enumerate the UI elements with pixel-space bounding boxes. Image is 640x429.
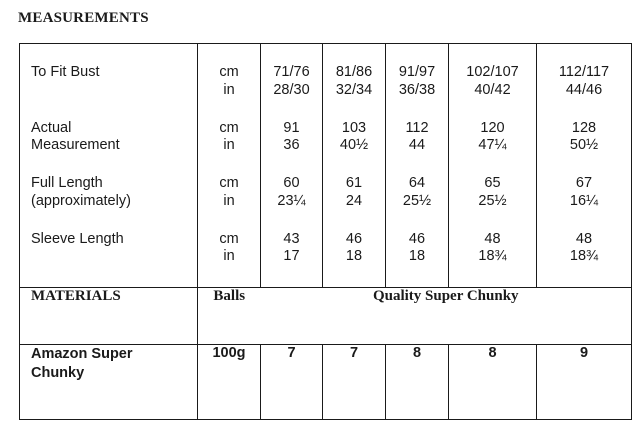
unit-pair: cm in bbox=[219, 230, 239, 264]
balls-label: Balls bbox=[198, 288, 261, 345]
value-pair: 46 18 bbox=[408, 230, 426, 264]
measurements-row bbox=[20, 44, 632, 288]
value-pair: 48 18¾ bbox=[569, 230, 599, 264]
value-pair: 91/97 36/38 bbox=[398, 64, 436, 98]
value-pair: 64 25½ bbox=[402, 175, 432, 209]
yarn-balls-size-5: 9 bbox=[537, 345, 632, 420]
value-pair: 65 25½ bbox=[478, 175, 507, 209]
value-pair: 46 18 bbox=[345, 230, 363, 264]
row-label: Actual Measurement bbox=[31, 119, 120, 153]
value-pair: 67 16¼ bbox=[569, 175, 599, 209]
value-pair: 112 44 bbox=[405, 119, 429, 153]
value-pair: 128 50½ bbox=[569, 119, 599, 153]
yarn-balls-size-4: 8 bbox=[449, 345, 537, 420]
pattern-table bbox=[19, 43, 632, 420]
row-label: Full Length (approximately) bbox=[31, 175, 131, 209]
materials-heading: MATERIALS bbox=[20, 288, 198, 345]
unit-pair: cm in bbox=[219, 64, 239, 98]
value-pair: 103 40½ bbox=[339, 119, 369, 153]
yarn-name: Amazon Super Chunky bbox=[20, 345, 198, 420]
size-column-3 bbox=[386, 44, 449, 288]
value-pair: 120 47¼ bbox=[478, 119, 507, 153]
yarn-balls-size-1: 7 bbox=[261, 345, 323, 420]
value-pair: 112/117 44/46 bbox=[558, 64, 610, 98]
yarn-row bbox=[20, 345, 632, 420]
size-column-4 bbox=[449, 44, 537, 288]
unit-pair: cm in bbox=[219, 119, 239, 153]
size-column-1 bbox=[261, 44, 323, 288]
unit-pair: cm in bbox=[219, 175, 239, 209]
value-pair: 71/76 28/30 bbox=[273, 64, 310, 98]
size-column-2 bbox=[323, 44, 386, 288]
quality-label: Quality Super Chunky bbox=[261, 288, 632, 345]
value-pair: 102/107 40/42 bbox=[466, 64, 519, 98]
value-pair: 91 36 bbox=[283, 119, 300, 153]
yarn-balls-size-3: 8 bbox=[386, 345, 449, 420]
units-column bbox=[198, 44, 261, 288]
value-pair: 48 18¾ bbox=[478, 230, 507, 264]
value-pair: 43 17 bbox=[283, 230, 300, 264]
yarn-balls-size-2: 7 bbox=[323, 345, 386, 420]
measurement-labels-column bbox=[20, 44, 198, 288]
value-pair: 60 23¼ bbox=[277, 175, 306, 209]
row-label: Sleeve Length bbox=[31, 230, 124, 247]
size-column-5 bbox=[537, 44, 632, 288]
materials-header-row bbox=[20, 288, 632, 345]
value-pair: 81/86 32/34 bbox=[335, 64, 373, 98]
measurements-heading: MEASUREMENTS bbox=[18, 10, 149, 26]
yarn-weight: 100g bbox=[198, 345, 261, 420]
row-label: To Fit Bust bbox=[31, 64, 100, 80]
value-pair: 61 24 bbox=[345, 175, 363, 209]
